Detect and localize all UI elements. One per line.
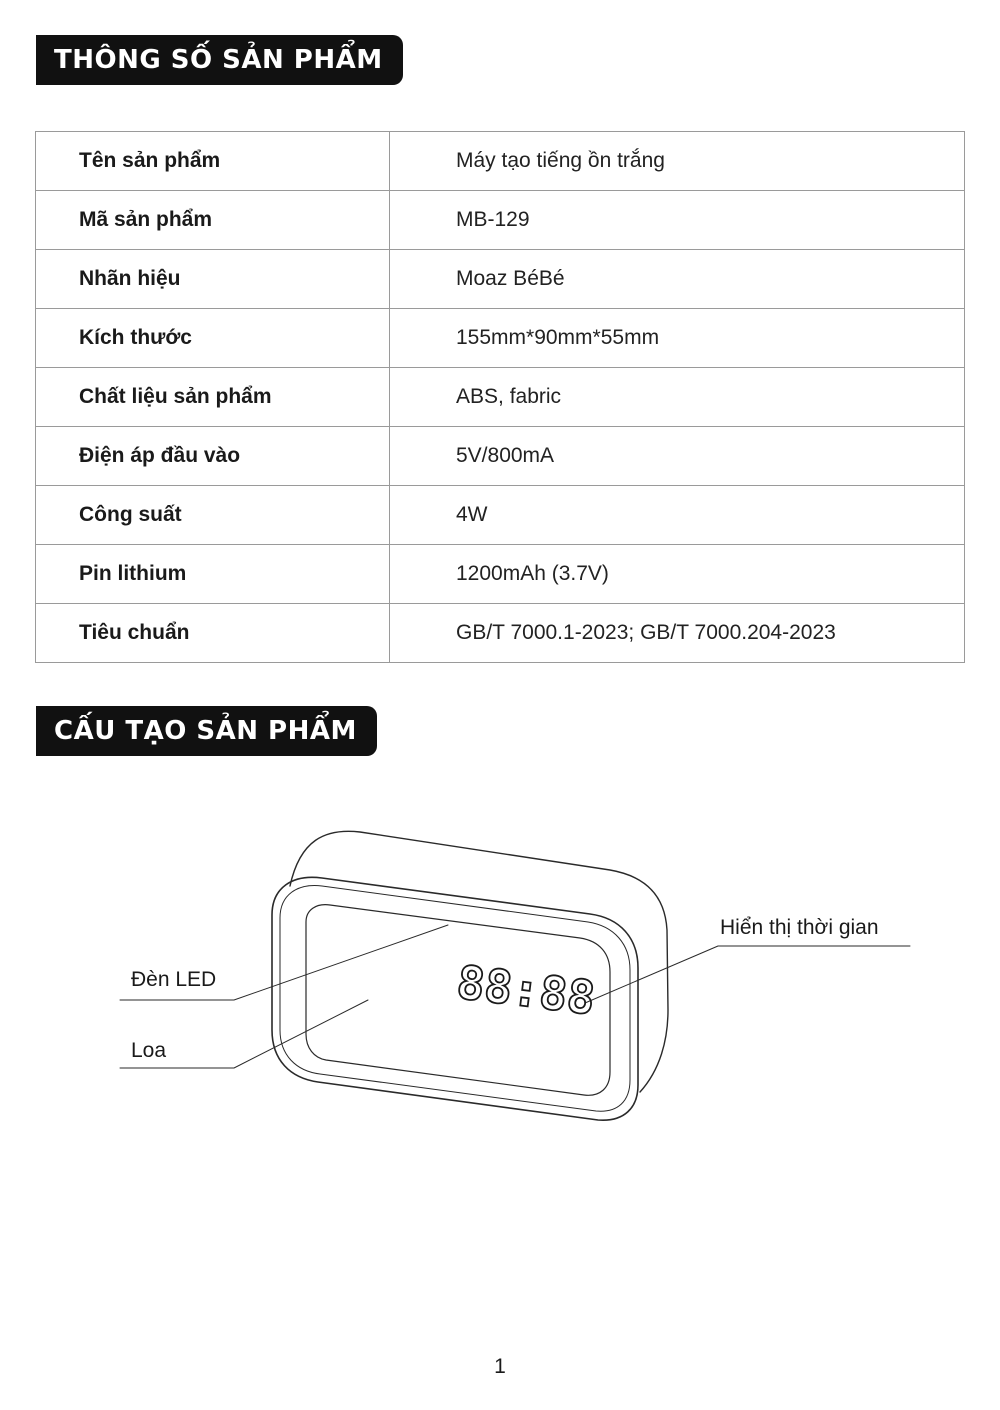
spec-value: 4W [390, 486, 965, 545]
spec-value: Máy tạo tiếng ồn trắng [390, 132, 965, 191]
spec-value: 155mm*90mm*55mm [390, 309, 965, 368]
spec-label: Nhãn hiệu [36, 250, 390, 309]
spec-value: 5V/800mA [390, 427, 965, 486]
callout-label-led: Đèn LED [131, 968, 217, 991]
page-number: 1 [494, 1355, 506, 1378]
spec-label: Kích thước [36, 309, 390, 368]
table-row [36, 486, 965, 545]
clock-display-digits: 88:88 [453, 954, 598, 1026]
spec-label: Pin lithium [36, 545, 390, 604]
table-row [36, 309, 965, 368]
callout-line-time [585, 946, 910, 1003]
spec-label: Điện áp đầu vào [36, 427, 390, 486]
spec-value: MB-129 [390, 191, 965, 250]
callout-label-speaker: Loa [131, 1039, 167, 1062]
spec-value: 1200mAh (3.7V) [390, 545, 965, 604]
structure-section-title: CẤU TẠO SẢN PHẨM [36, 706, 377, 756]
spec-label: Công suất [36, 486, 390, 545]
table-row [36, 604, 965, 663]
spec-label: Chất liệu sản phẩm [36, 368, 390, 427]
spec-value: ABS, fabric [390, 368, 965, 427]
spec-value: Moaz BéBé [390, 250, 965, 309]
table-row [36, 132, 965, 191]
table-row [36, 191, 965, 250]
table-row [36, 545, 965, 604]
specs-section-title: THÔNG SỐ SẢN PHẨM [36, 35, 403, 85]
callout-label-time-display: Hiển thị thời gian [720, 916, 879, 939]
table-row [36, 368, 965, 427]
specs-table [35, 131, 965, 663]
table-row [36, 250, 965, 309]
spec-value: GB/T 7000.1-2023; GB/T 7000.204-2023 [390, 604, 965, 663]
spec-label: Tên sản phẩm [36, 132, 390, 191]
table-row [36, 427, 965, 486]
spec-label: Tiêu chuẩn [36, 604, 390, 663]
spec-label: Mã sản phẩm [36, 191, 390, 250]
